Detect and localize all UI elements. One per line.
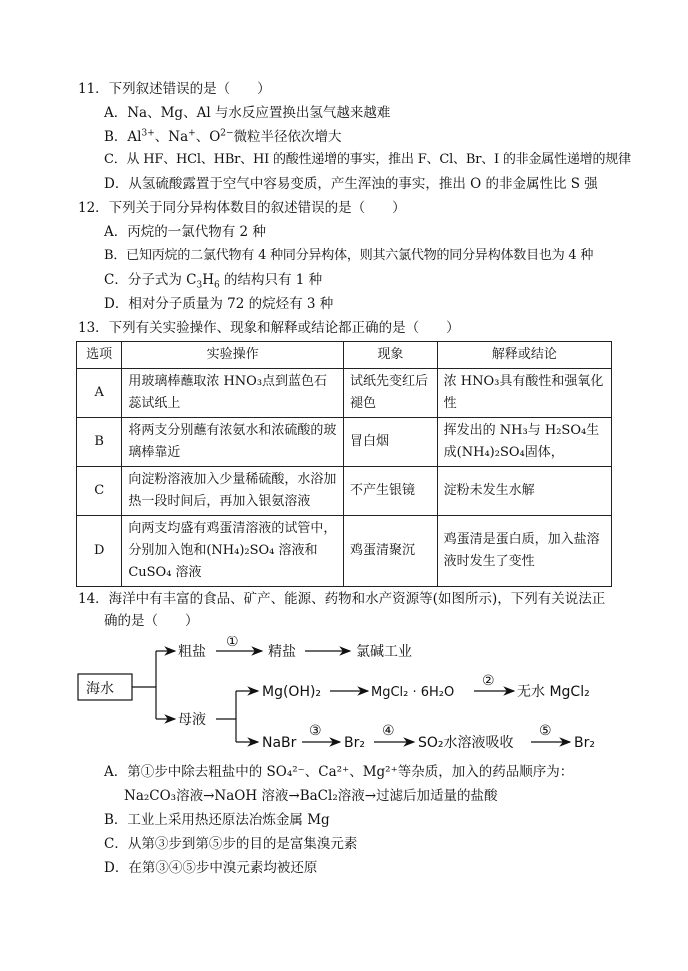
q14-stem-line1: 14．海洋中有丰富的食品、矿产、能源、药物和水产资源等(如图所示)，下列有关说法正 <box>78 591 606 607</box>
br2-label: Br₂ <box>344 735 365 751</box>
table-header-row <box>77 342 612 369</box>
fine-salt-label: 精盐 <box>268 644 296 660</box>
q14-option-a-line1: A．第①步中除去粗盐中的 SO₄²⁻、Ca²⁺、Mg²⁺等杂质，加入的药品顺序为： <box>104 764 574 780</box>
row-operation: 向两支均盛有鸡蛋清溶液的试管中，分别加入饱和(NH₄)₂SO₄ 溶液和 CuSO₄ 溶液 <box>122 516 344 587</box>
row-phenomenon: 冒白烟 <box>343 418 437 467</box>
header-conclusion: 解释或结论 <box>437 342 611 369</box>
experiment-table <box>76 341 612 587</box>
row-conclusion: 挥发出的 NH₃与 H₂SO₄生成(NH₄)₂SO₄固体， <box>437 418 611 467</box>
q14-option-c: C．从第③步到第⑤步的目的是富集溴元素 <box>104 836 358 852</box>
row-operation: 向淀粉溶液加入少量稀硫酸，水浴加热一段时间后，再加入银氨溶液 <box>122 467 344 516</box>
q12-option-d: D．相对分子质量为 72 的烷烃有 3 种 <box>104 296 334 312</box>
crude-salt-label: 粗盐 <box>178 644 206 660</box>
mgoh2-label: Mg(OH)₂ <box>262 684 322 700</box>
so2-absorb-label: SO₂水溶液吸收 <box>418 735 514 751</box>
step1-label: ① <box>226 636 239 650</box>
step2-label: ② <box>482 673 495 689</box>
row-phenomenon: 不产生银镜 <box>343 467 437 516</box>
row-conclusion: 淀粉未发生水解 <box>437 467 611 516</box>
row-phenomenon: 试纸先变红后褪色 <box>343 369 437 418</box>
row-option: D <box>77 516 122 587</box>
step4-label: ④ <box>382 723 395 739</box>
q12-option-c: C．分子式为 $C_3H_6$ 的结构只有 1 种 <box>104 272 323 291</box>
q11-option-c: C．从 HF、HCl、HBr、HI 的酸性递增的事实，推出 F、Cl、Br、I 的非金属性递增的规律 <box>104 152 631 167</box>
step3-label: ③ <box>309 723 322 739</box>
row-operation: 将两支分别蘸有浓氨水和浓硫酸的玻璃棒靠近 <box>122 418 344 467</box>
chlor-alkali-label: 氯碱工业 <box>356 644 412 660</box>
anhydrous-mgcl2-label: 无水 MgCl₂ <box>517 684 590 700</box>
seawater-resource-diagram <box>76 636 616 756</box>
step5-label: ⑤ <box>539 723 552 739</box>
q11-option-d: D．从氢硫酸露置于空气中容易变质，产生浑浊的事实，推出 O 的非金属性比 S 强 <box>104 176 598 192</box>
q14-option-b: B．工业上采用热还原法冶炼金属 Mg <box>104 812 330 828</box>
q11-option-b: B．$Al^{3+}$、Na+、$O^{2-}$微粒半径依次增大 <box>104 128 342 145</box>
header-option: 选项 <box>77 342 122 369</box>
row-conclusion: 鸡蛋清是蛋白质，加入盐溶液时发生了变性 <box>437 516 611 587</box>
seawater-label: 海水 <box>86 681 114 697</box>
q12-stem: 12．下列关于同分异构体数目的叙述错误的是（ ） <box>78 200 406 216</box>
header-operation: 实验操作 <box>122 342 344 369</box>
table-row <box>77 418 612 467</box>
table-row <box>77 467 612 516</box>
br2-final-label: Br₂ <box>574 735 595 751</box>
q14-stem-line2: 确的是（ ） <box>104 613 199 629</box>
q12-option-b: B．已知丙烷的二氯代物有 4 种同分异构体，则其六氯代物的同分异构体数目也为 4 种 <box>104 248 594 263</box>
row-phenomenon: 鸡蛋清聚沉 <box>343 516 437 587</box>
nabr-label: NaBr <box>262 735 297 751</box>
q14-option-a-line2: Na₂CO₃溶液→NaOH 溶液→BaCl₂溶液→过滤后加适量的盐酸 <box>124 788 498 804</box>
row-option: B <box>77 418 122 467</box>
q14-option-d: D．在第③④⑤步中溴元素均被还原 <box>104 860 318 876</box>
table-row <box>77 369 612 418</box>
mother-liquor-label: 母液 <box>178 712 206 728</box>
table-row <box>77 516 612 587</box>
q13-stem: 13．下列有关实验操作、现象和解释或结论都正确的是（ ） <box>78 320 460 336</box>
header-phenomenon: 现象 <box>343 342 437 369</box>
q11-stem: 11．下列叙述错误的是（ ） <box>78 81 271 97</box>
row-option: A <box>77 369 122 418</box>
q12-option-a: A．丙烷的一氯代物有 2 种 <box>104 224 266 240</box>
row-conclusion: 浓 HNO₃具有酸性和强氧化性 <box>437 369 611 418</box>
mgcl2-hydrate-label: MgCl₂ · 6H₂O <box>371 685 455 700</box>
q11-option-a: A．Na、Mg、Al 与水反应置换出氢气越来越难 <box>104 105 391 121</box>
row-option: C <box>77 467 122 516</box>
row-operation: 用玻璃棒蘸取浓 HNO₃点到蓝色石蕊试纸上 <box>122 369 344 418</box>
